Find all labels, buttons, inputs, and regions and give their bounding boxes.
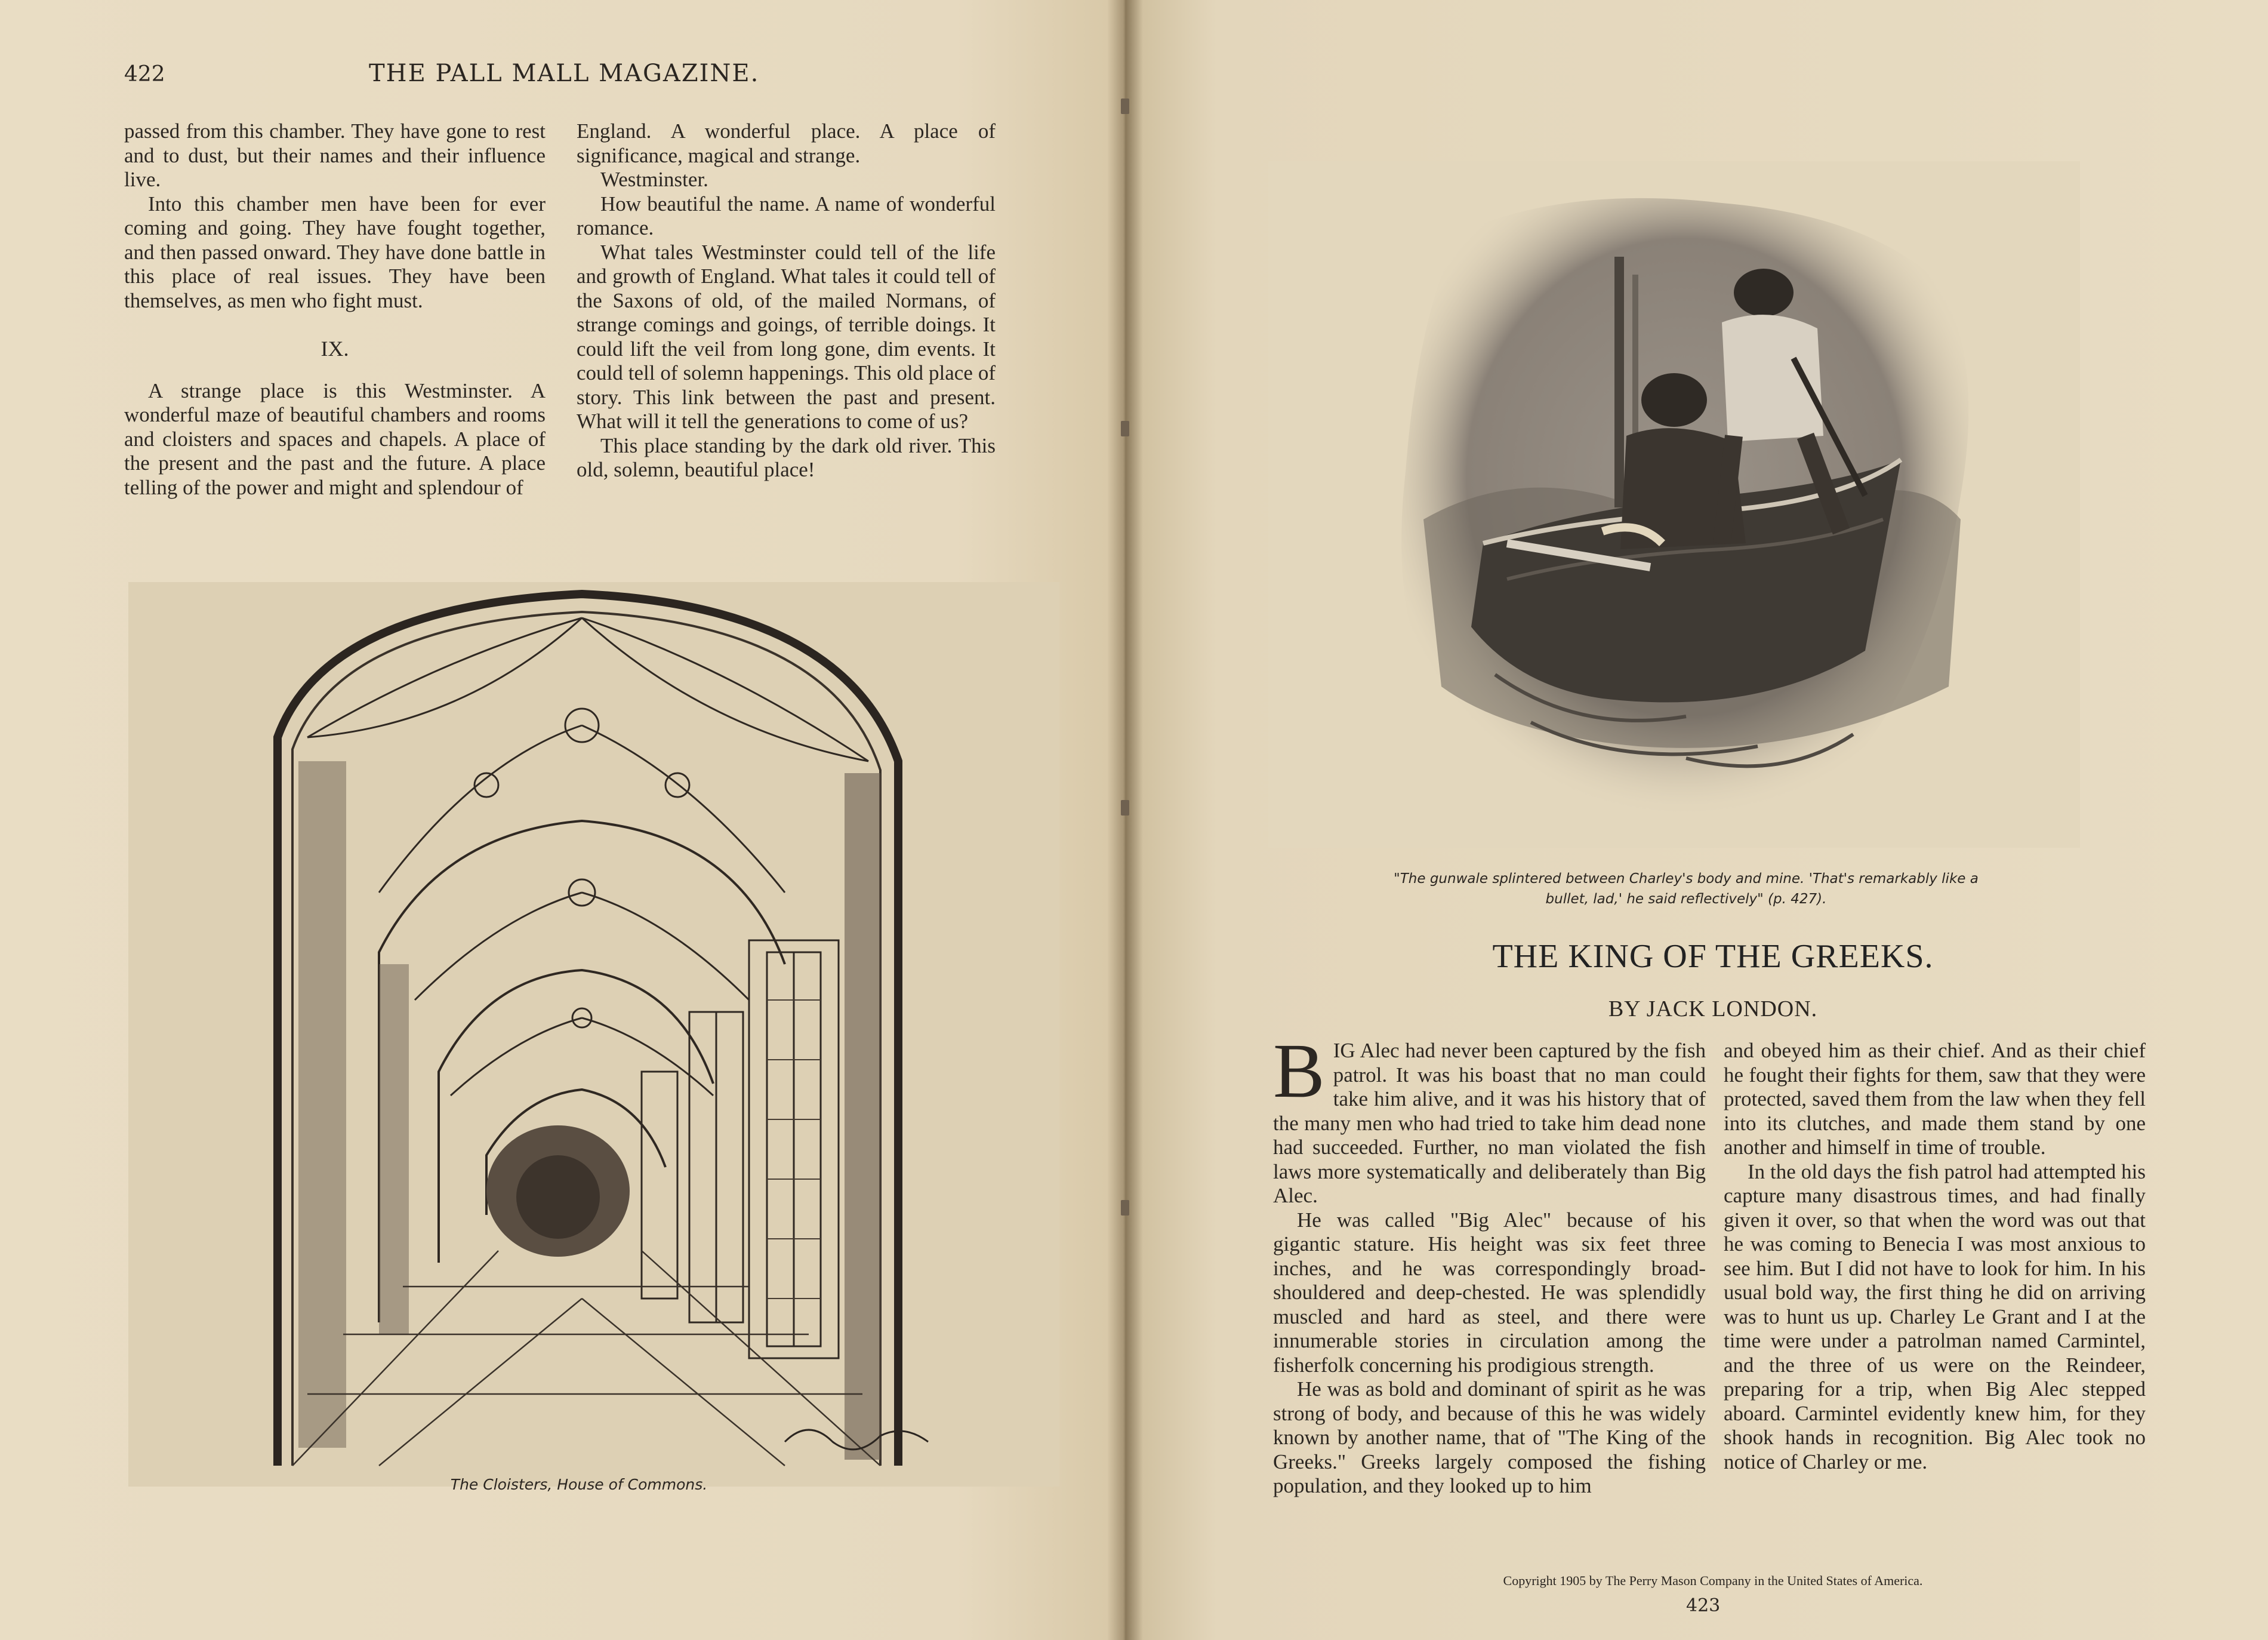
cloister-illustration [128, 582, 1059, 1487]
paragraph: passed from this chamber. They have gone to rest and to dust, but their names and their influence live. [124, 119, 546, 191]
running-head: THE PALL MALL MAGAZINE. [369, 60, 760, 87]
opening-text: IG Alec had never been captured by the fish patrol. It was his boast that no man could take him alive, and it was his history that of the many men who had tried to take him dead none had succeeded. Further, no man violated the fish laws more systematically and deliberately than Big Alec. [1273, 1039, 1706, 1207]
boat-caption: "The gunwale splintered between Charley's body and mine. 'That's remarkably like a bullet, lad,' he said reflectively" (p. 427). [1394, 871, 1979, 907]
paragraph: Into this chamber men have been for ever coming and going. They have fought together, and then passed onward. They have done battle in this place of real issues. They have been themselves, as men who fight must. [124, 192, 546, 312]
right-page [1125, 0, 2268, 1640]
copyright-notice: Copyright 1905 by The Perry Mason Company in the United States of America. [1503, 1573, 1923, 1588]
opening-paragraph [1273, 1028, 1706, 1208]
left-column-1 [124, 119, 546, 500]
paragraph: He was as bold and dominant of spirit as he was strong of body, and because of this he was widely known by another name, that of "The King of the Greeks." Greeks largely composed the fishing population, and they looked up to him [1273, 1377, 1706, 1497]
boat-illustration [1268, 161, 2080, 848]
paragraph: This place standing by the dark old river. This old, solemn, beautiful place! [577, 433, 996, 481]
story-title: THE KING OF THE GREEKS. [1492, 938, 1934, 975]
story-byline: BY JACK LONDON. [1608, 996, 1818, 1021]
paragraph: He was called "Big Alec" because of his gigantic stature. His height was six feet three inches, and he was correspondingly broad-shouldered and deep-chested. He was splendidly muscled and hard as steel, and there were innumerable stories in circulation among the fisherfolk concerning his prodigious strength. [1273, 1208, 1706, 1377]
left-page [0, 0, 1125, 1640]
binding-stitch [1121, 99, 1129, 114]
section-number: IX. [321, 337, 349, 361]
cloister-caption: The Cloisters, House of Commons. [450, 1476, 708, 1493]
binding-stitch [1121, 421, 1129, 436]
paragraph: How beautiful the name. A name of wonderful romance. [577, 192, 996, 239]
paragraph: and obeyed him as their chief. And as their chief he fought their fights for them, saw that they were protected, saved them from the law when they fell into its clutches, and made them stand by one another and himself in time of trouble. [1724, 1039, 2146, 1159]
drop-cap: B [1273, 1028, 1325, 1114]
right-column-1 [1273, 1028, 1706, 1499]
paragraph: A strange place is this Westminster. A wonderful maze of beautiful chambers and rooms and cloisters and spaces and chapels. A place of the present and the past and the future. A place telling of the power and might and splendour of [124, 379, 546, 499]
left-column-2 [577, 119, 996, 482]
right-column-2 [1724, 1039, 2146, 1474]
paragraph: Westminster. [600, 168, 708, 191]
page-number-left: 422 [124, 62, 165, 87]
boat-drawing [1268, 161, 2080, 848]
paragraph: England. A wonderful place. A place of significance, magical and strange. [577, 119, 996, 167]
binding-stitch [1121, 1200, 1129, 1216]
page-number-right: 423 [1686, 1595, 1721, 1616]
paragraph: In the old days the fish patrol had attempted his capture many disastrous times, and had finally given it over, so that when the word was out that he was coming to Benecia I was most anxious to see him. But I did not have to look for him. In his usual bold way, the first thing he did on arriving was to hunt us up. Charley Le Grant and I at the time were under a patrolman named Carmintel, and the three of us were on the Reindeer, preparing for a trip, when Big Alec stepped aboard. Carmintel evidently knew him, for they shook hands in recognition. Big Alec took no notice of Charley or me. [1724, 1159, 2146, 1473]
binding-gutter [1107, 0, 1143, 1640]
binding-stitch [1121, 800, 1129, 816]
paragraph: What tales Westminster could tell of the life and growth of England. What tales it could tell of the Saxons of old, of the mailed Normans, of strange comings and goings, of terrible doings. It could lift the veil from long gone, dim events. It could tell of solemn happenings. This old place of story. This link between the past and present. What will it tell the generations to come of us? [577, 240, 996, 433]
cloister-drawing [128, 582, 1059, 1487]
